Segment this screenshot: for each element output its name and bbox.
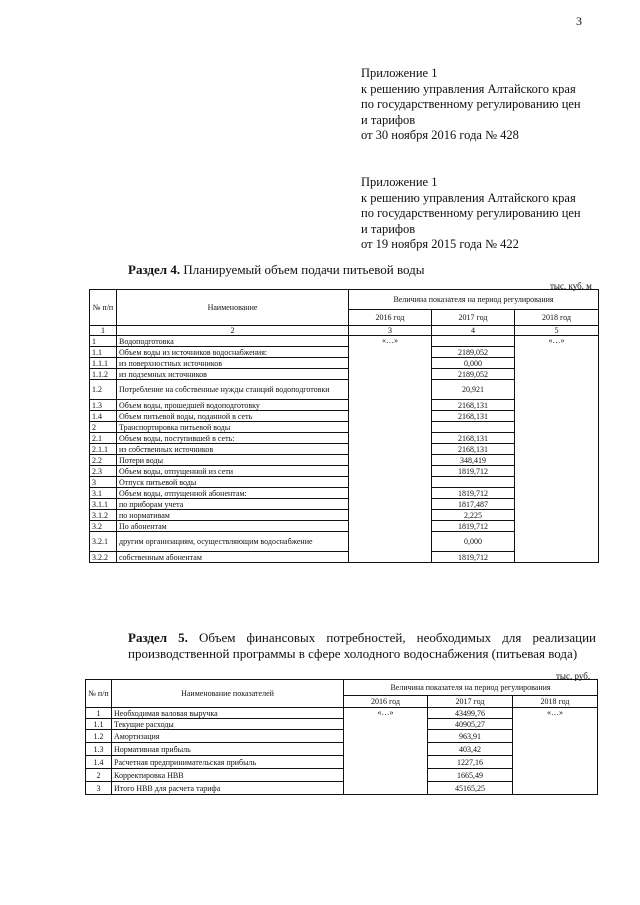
row-value-2017: 2168,131 — [432, 444, 515, 455]
row-num: 1 — [86, 708, 112, 719]
section5-title-text: Объем финансовых потребностей, необходимых для реализации производственной программы в сфере холодного водоснабжения (питьевая вода) — [128, 630, 597, 661]
row-value-2017 — [432, 422, 515, 433]
row-value-2017: 0,000 — [432, 532, 515, 552]
header-2017: 2017 год — [432, 310, 515, 326]
annex-line: к решению управления Алтайского края — [361, 190, 576, 205]
row-num: 1.3 — [86, 743, 112, 756]
annex-line: и тарифов — [361, 221, 416, 236]
col-number: 4 — [432, 326, 515, 336]
annex-line: и тарифов — [361, 112, 416, 127]
header-period: Величина показателя на период регулирования — [344, 680, 598, 696]
row-num: 2.2 — [90, 455, 117, 466]
annex-line: по государственному регулированию цен — [361, 206, 581, 220]
row-num: 1.1.2 — [90, 369, 117, 380]
table-row — [86, 708, 598, 719]
row-value-2017: 348,419 — [432, 455, 515, 466]
row-value-2017: 2168,131 — [432, 433, 515, 444]
header-2016: 2016 год — [344, 696, 428, 708]
row-name: Объем воды из источников водоснабжения: — [117, 347, 349, 358]
annex-header-2015 — [361, 175, 581, 253]
row-value-2017: 45165,25 — [428, 782, 513, 795]
row-name: Объем воды, отпущенной абонентам: — [117, 488, 349, 499]
row-name: Объем питьевой воды, поданной в сеть — [117, 411, 349, 422]
row-name: из собственных источников — [117, 444, 349, 455]
section4-unit: тыс. куб. м — [550, 281, 592, 291]
row-num: 1.2 — [86, 730, 112, 743]
row-num: 3.2 — [90, 521, 117, 532]
row-value-2017: 1819,712 — [432, 466, 515, 477]
value-2016-placeholder: «…» — [349, 336, 432, 563]
section4-title — [128, 262, 425, 278]
header-2017: 2017 год — [428, 696, 513, 708]
row-num: 1.3 — [90, 400, 117, 411]
header-2016: 2016 год — [349, 310, 432, 326]
row-value-2017: 20,921 — [432, 380, 515, 400]
row-num: 1.4 — [86, 756, 112, 769]
row-name: по приборам учета — [117, 499, 349, 510]
row-value-2017: 43499,76 — [428, 708, 513, 719]
row-name: Итого НВВ для расчета тарифа — [112, 782, 344, 795]
row-value-2017: 2168,131 — [432, 400, 515, 411]
row-value-2017: 2,225 — [432, 510, 515, 521]
row-value-2017: 403,42 — [428, 743, 513, 756]
annex-line: к решению управления Алтайского края — [361, 81, 576, 96]
row-name: Транспортировка питьевой воды — [117, 422, 349, 433]
row-name: Расчетная предпринимательская прибыль — [112, 756, 344, 769]
row-num: 1.2 — [90, 380, 117, 400]
header-name: Наименование — [117, 290, 349, 326]
row-value-2017: 963,91 — [428, 730, 513, 743]
annex-line: Приложение 1 — [361, 175, 438, 189]
annex-line: от 30 ноября 2016 года № 428 — [361, 128, 519, 142]
section4-label: Раздел 4. — [128, 262, 181, 277]
row-value-2017: 2168,131 — [432, 411, 515, 422]
row-name: Объем воды, прошедшей водоподготовку — [117, 400, 349, 411]
col-number: 2 — [117, 326, 349, 336]
row-num: 3 — [86, 782, 112, 795]
row-num: 2 — [86, 769, 112, 782]
section4-title-text: Планируемый объем подачи питьевой воды — [183, 262, 425, 277]
section5-unit: тыс. руб. — [556, 671, 591, 681]
row-num: 1.1 — [90, 347, 117, 358]
row-name: Амортизация — [112, 730, 344, 743]
row-value-2017: 1819,712 — [432, 488, 515, 499]
section5-label: Раздел 5. — [128, 630, 188, 645]
row-value-2017: 1819,712 — [432, 552, 515, 563]
annex-header-2016 — [361, 66, 581, 144]
row-name: Текущие расходы — [112, 719, 344, 730]
header-name: Наименование показателей — [112, 680, 344, 708]
row-name: Отпуск питьевой воды — [117, 477, 349, 488]
row-name: Объем воды, отпущенной из сети — [117, 466, 349, 477]
row-name: собственным абонентам — [117, 552, 349, 563]
section4-table — [89, 289, 599, 563]
row-num: 1.1.1 — [90, 358, 117, 369]
page-number: 3 — [576, 14, 582, 28]
row-num: 2.1.1 — [90, 444, 117, 455]
row-name: Водоподготовка — [117, 336, 349, 347]
row-name: Корректировка НВВ — [112, 769, 344, 782]
row-name: по нормативам — [117, 510, 349, 521]
row-name: другим организациям, осуществляющим водоснабжение — [117, 532, 349, 552]
col-number: 5 — [515, 326, 599, 336]
row-num: 3.2.2 — [90, 552, 117, 563]
row-num: 3.1.2 — [90, 510, 117, 521]
table-row — [90, 336, 599, 347]
row-value-2017: 1665,49 — [428, 769, 513, 782]
col-number: 3 — [349, 326, 432, 336]
row-num: 2.3 — [90, 466, 117, 477]
row-value-2017: 2189,052 — [432, 347, 515, 358]
row-num: 3 — [90, 477, 117, 488]
col-number: 1 — [90, 326, 117, 336]
row-name: Нормативная прибыль — [112, 743, 344, 756]
row-name: из подземных источников — [117, 369, 349, 380]
row-value-2017 — [432, 336, 515, 347]
annex-line: Приложение 1 — [361, 66, 438, 80]
section5-table — [85, 679, 598, 795]
value-2018-placeholder: «…» — [513, 708, 598, 795]
row-value-2017: 1817,487 — [432, 499, 515, 510]
row-name: Потери воды — [117, 455, 349, 466]
row-name: Необходимая валовая выручка — [112, 708, 344, 719]
section5-title — [128, 630, 596, 662]
row-name: По абонентам — [117, 521, 349, 532]
row-num: 3.2.1 — [90, 532, 117, 552]
header-period: Величина показателя на период регулирования — [349, 290, 599, 310]
row-num: 2.1 — [90, 433, 117, 444]
row-num: 1 — [90, 336, 117, 347]
row-name: из поверхностных источников — [117, 358, 349, 369]
row-value-2017 — [432, 477, 515, 488]
row-name: Потребление на собственные нужды станций водоподготовки — [117, 380, 349, 400]
row-value-2017: 0,000 — [432, 358, 515, 369]
header-2018: 2018 год — [513, 696, 598, 708]
row-num: 3.1.1 — [90, 499, 117, 510]
value-2018-placeholder: «…» — [515, 336, 599, 563]
row-value-2017: 40905,27 — [428, 719, 513, 730]
header-2018: 2018 год — [515, 310, 599, 326]
row-value-2017: 1227,16 — [428, 756, 513, 769]
row-name: Объем воды, поступившей в сеть: — [117, 433, 349, 444]
row-num: 3.1 — [90, 488, 117, 499]
row-num: 1.1 — [86, 719, 112, 730]
row-num: 2 — [90, 422, 117, 433]
header-num: № п/п — [86, 680, 112, 708]
annex-line: по государственному регулированию цен — [361, 97, 581, 111]
value-2016-placeholder: «…» — [344, 708, 428, 795]
annex-line: от 19 ноября 2015 года № 422 — [361, 237, 519, 251]
row-value-2017: 2189,052 — [432, 369, 515, 380]
row-num: 1.4 — [90, 411, 117, 422]
header-num: № п/п — [90, 290, 117, 326]
row-value-2017: 1819,712 — [432, 521, 515, 532]
